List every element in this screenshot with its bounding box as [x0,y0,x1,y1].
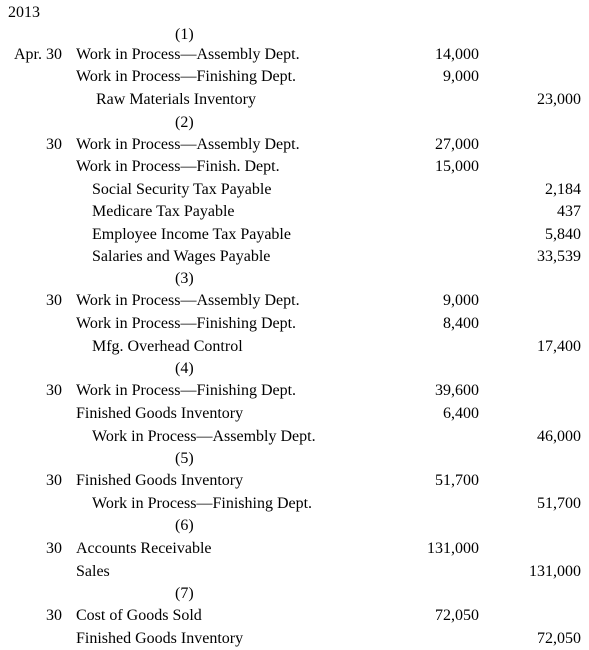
entry-number-row [0,515,589,537]
account-name: Work in Process—Finishing Dept. [92,495,313,512]
account-name: Employee Income Tax Payable [92,226,291,243]
account-name: Work in Process—Finish. Dept. [76,158,280,175]
credit-amount: 23,000 [537,91,581,108]
account-name: Finished Goods Inventory [76,630,244,647]
entry-date: 30 [46,607,62,624]
entry-number: (7) [175,585,194,602]
account-name: Work in Process—Assembly Dept. [76,46,300,63]
debit-amount: 39,600 [435,382,479,399]
credit-amount: 5,840 [545,226,581,243]
debit-amount: 9,000 [443,292,479,309]
journal-line [0,380,589,402]
journal-line [0,561,589,583]
credit-amount: 2,184 [545,181,581,198]
entry-number: (3) [175,270,194,287]
journal-line [0,290,589,312]
credit-amount: 72,050 [537,630,581,647]
entry-number-row [0,112,589,134]
debit-amount: 27,000 [435,136,479,153]
journal-line [0,403,589,425]
journal-line [0,336,589,358]
account-name: Raw Materials Inventory [96,91,256,108]
journal-line [0,538,589,560]
entry-date: 30 [46,540,62,557]
entry-number: (5) [175,450,194,467]
entry-date: 30 [46,136,62,153]
account-name: Work in Process—Assembly Dept. [92,428,316,445]
entry-number: (6) [175,517,194,534]
credit-amount: 437 [557,203,581,220]
journal-line [0,89,589,111]
debit-amount: 9,000 [443,68,479,85]
account-name: Finished Goods Inventory [76,405,244,422]
credit-amount: 17,400 [537,338,581,355]
account-name: Medicare Tax Payable [92,203,235,220]
journal-line [0,246,589,268]
debit-amount: 15,000 [435,158,479,175]
debit-amount: 14,000 [435,46,479,63]
account-name: Cost of Goods Sold [76,607,202,624]
journal-line [0,179,589,201]
entry-number: (1) [175,26,194,43]
account-name: Salaries and Wages Payable [92,248,271,265]
entry-date: 30 [46,382,62,399]
journal-line [0,156,589,178]
entry-number: (4) [175,360,194,377]
account-name: Work in Process—Finishing Dept. [76,382,297,399]
journal-line [0,224,589,246]
journal-line [0,605,589,627]
entry-number-row [0,448,589,470]
credit-amount: 51,700 [537,495,581,512]
account-name: Social Security Tax Payable [92,181,272,198]
entry-number-row [0,268,589,290]
account-name: Mfg. Overhead Control [92,338,243,355]
entry-number: (2) [175,114,194,131]
journal-line [0,66,589,88]
account-name: Work in Process—Finishing Dept. [76,315,297,332]
entry-number-row [0,583,589,605]
debit-amount: 8,400 [443,315,479,332]
journal-line [0,134,589,156]
debit-amount: 72,050 [435,607,479,624]
entry-date: 30 [46,472,62,489]
journal-line [0,628,589,650]
debit-amount: 6,400 [443,405,479,422]
entry-number-row [0,358,589,380]
account-name: Finished Goods Inventory [76,472,244,489]
entry-date: Apr. 30 [14,46,62,63]
credit-amount: 131,000 [529,563,581,580]
account-name: Accounts Receivable [76,540,212,557]
account-name: Work in Process—Assembly Dept. [76,292,300,309]
journal-line [0,426,589,448]
journal-line [0,44,589,66]
journal-line [0,470,589,492]
credit-amount: 33,539 [537,248,581,265]
journal-year: 2013 [8,4,40,21]
debit-amount: 131,000 [427,540,479,557]
journal-line [0,313,589,335]
journal-line [0,493,589,515]
debit-amount: 51,700 [435,472,479,489]
account-name: Sales [76,563,110,580]
account-name: Work in Process—Assembly Dept. [76,136,300,153]
account-name: Work in Process—Finishing Dept. [76,68,297,85]
journal-line [0,201,589,223]
year-row [0,2,589,24]
credit-amount: 46,000 [537,428,581,445]
entry-number-row [0,24,589,46]
entry-date: 30 [46,292,62,309]
